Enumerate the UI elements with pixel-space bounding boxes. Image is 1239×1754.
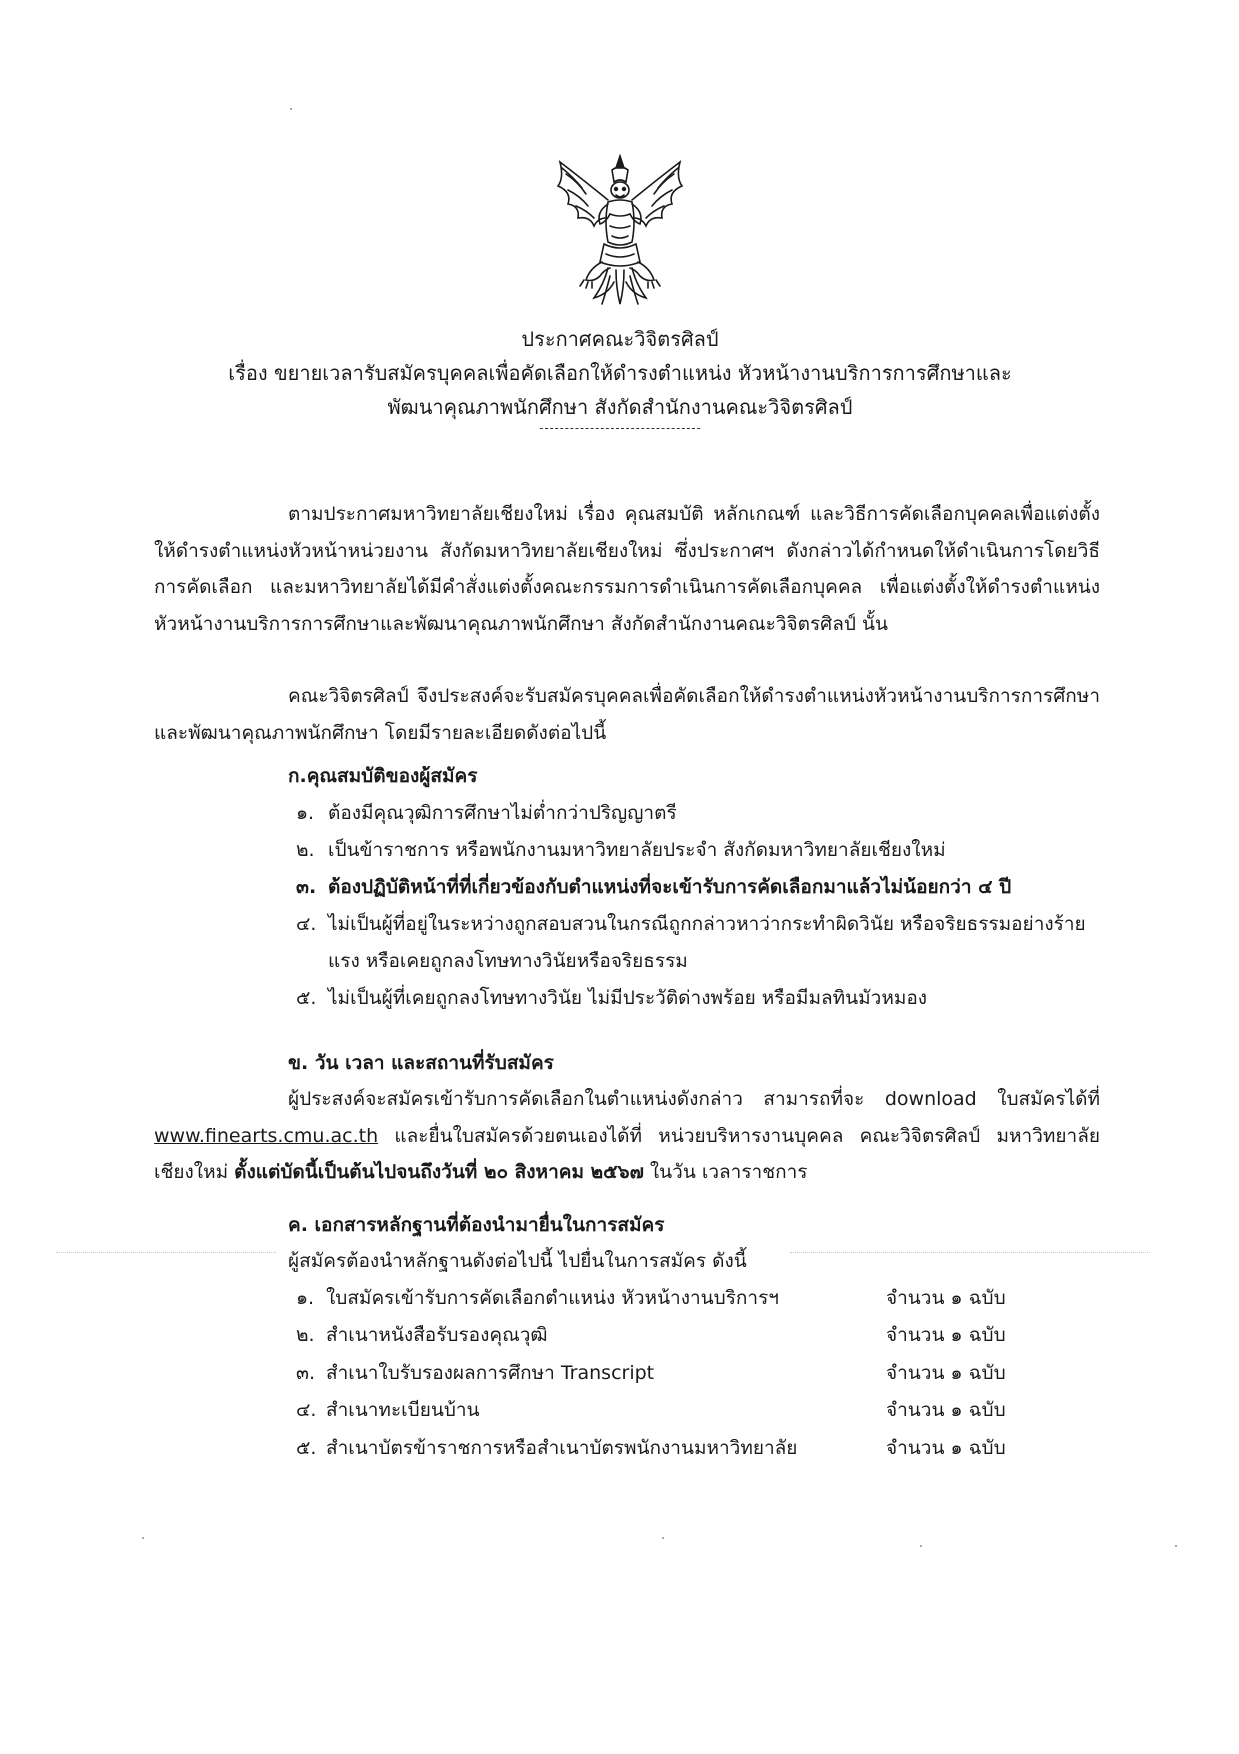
document-name: สำเนาใบรับรองผลการศึกษา Transcript	[326, 1361, 655, 1384]
list-item	[296, 906, 1096, 980]
list-item-text: ไม่เป็นผู้ที่เคยถูกลงโทษทางวินัย ไม่มีประวัติด่างพร้อย หรือมีมลทินมัวหมอง	[328, 987, 928, 1009]
document-quantity: จำนวน ๑ ฉบับ	[886, 1361, 1006, 1384]
application-text: ผู้ประสงค์จะสมัครเข้ารับการคัดเลือกในตำแหน่งดังกล่าว สามารถที่จะ download ใบสมัครได้ที่	[288, 1088, 1100, 1110]
list-item-number: ๔.	[296, 913, 317, 935]
list-item-text: ต้องมีคุณวุฒิการศึกษาไม่ต่ำกว่าปริญญาตรี	[328, 802, 677, 824]
intro-paragraph-2: คณะวิจิตรศิลป์ จึงประสงค์จะรับสมัครบุคคลเพื่อคัดเลือกให้ดำรงตำแหน่งหัวหน้างานบริการการศึกษาและพัฒนาคุณภาพนักศึกษา โดยมีรายละเอียดดังต่อไปนี้	[154, 685, 1100, 744]
title-divider	[540, 428, 700, 429]
finearts-website-link[interactable]: www.finearts.cmu.ac.th	[154, 1124, 379, 1147]
table-row	[296, 1429, 1076, 1467]
document-name: สำเนาทะเบียนบ้าน	[326, 1399, 480, 1422]
document-quantity: จำนวน ๑ ฉบับ	[886, 1324, 1006, 1347]
list-item	[296, 832, 1096, 869]
application-heading: ข. วัน เวลา และสถานที่รับสมัคร	[288, 1052, 554, 1074]
scan-artifact	[56, 1252, 276, 1253]
list-item-text: ไม่เป็นผู้ที่อยู่ในระหว่างถูกสอบสวนในกรณีถูกกล่าวหาว่ากระทำผิดวินัย หรือจริยธรรมอย่างร้ายแรง หรือเคยถูกลงโทษทางวินัยหรือจริยธรรม	[328, 913, 1086, 972]
document-name: ใบสมัครเข้ารับการคัดเลือกตำแหน่ง หัวหน้างานบริการฯ	[326, 1286, 779, 1309]
qualifications-heading: ก.คุณสมบัติของผู้สมัคร	[288, 765, 478, 787]
list-item	[296, 869, 1096, 906]
documents-heading: ค. เอกสารหลักฐานที่ต้องนำมายื่นในการสมัคร	[288, 1214, 665, 1236]
garuda-emblem-icon	[546, 152, 694, 310]
table-row	[296, 1354, 1076, 1392]
intro-paragraph-1: ตามประกาศมหาวิทยาลัยเชียงใหม่ เรื่อง คุณสมบัติ หลักเกณฑ์ และวิธีการคัดเลือกบุคคลเพื่อแต่งตั้งให้ดำรงตำแหน่งหัวหน้าหน่วยงาน สังกัดมหาวิทยาลัยเชียงใหม่ ซึ่งประกาศฯ ดังกล่าวได้กำหนดให้ดำเนินการโดยวิธีการคัดเลือก และมหาวิทยาลัยได้มีคำสั่งแต่งตั้งคณะกรรมการดำเนินการคัดเลือกบุคคล เพื่อแต่งตั้งให้ดำรงตำแหน่งหัวหน้างานบริการการศึกษาและพัฒนาคุณภาพนักศึกษา สังกัดสำนักงานคณะวิจิตรศิลป์ นั้น	[154, 503, 1100, 635]
documents-table	[296, 1279, 1076, 1467]
scan-speck	[290, 108, 292, 110]
scan-speck	[920, 1545, 922, 1547]
table-row	[296, 1317, 1076, 1355]
scan-speck	[142, 1537, 144, 1539]
application-text-end: ในวัน เวลาราชการ	[643, 1161, 808, 1183]
scan-artifact	[790, 1252, 1150, 1253]
document-number: ๒.	[296, 1324, 315, 1347]
list-item	[296, 980, 1096, 1017]
application-text-cont: และยื่นใบสมัครด้วยตนเองได้ที่ หน่วยบริหารงานบุคคล คณะวิจิตรศิลป์ มหาวิทยาลัยเชียงใหม่	[154, 1124, 1100, 1183]
document-quantity: จำนวน ๑ ฉบับ	[886, 1286, 1006, 1309]
document-number: ๑.	[296, 1286, 315, 1309]
document-number: ๔.	[296, 1399, 317, 1422]
qualifications-list	[296, 795, 1096, 1017]
document-number: ๕.	[296, 1436, 317, 1459]
list-item-number: ๒.	[296, 839, 315, 861]
table-row	[296, 1279, 1076, 1317]
documents-intro: ผู้สมัครต้องนำหลักฐานดังต่อไปนี้ ไปยื่นในการสมัคร ดังนี้	[288, 1250, 747, 1272]
document-quantity: จำนวน ๑ ฉบับ	[886, 1436, 1006, 1459]
announcement-title: ประกาศคณะวิจิตรศิลป์	[521, 327, 719, 351]
list-item-text: เป็นข้าราชการ หรือพนักงานมหาวิทยาลัยประจำ สังกัดมหาวิทยาลัยเชียงใหม่	[328, 839, 946, 861]
application-paragraph	[154, 1081, 1100, 1191]
document-name: สำเนาหนังสือรับรองคุณวุฒิ	[326, 1324, 548, 1347]
list-item-number: ๕.	[296, 987, 317, 1009]
document-name: สำเนาบัตรข้าราชการหรือสำเนาบัตรพนักงานมหาวิทยาลัย	[326, 1436, 798, 1459]
announcement-subject-cont: พัฒนาคุณภาพนักศึกษา สังกัดสำนักงานคณะวิจิตรศิลป์	[387, 395, 853, 419]
list-item-number: ๓.	[296, 876, 317, 898]
list-item	[296, 795, 1096, 832]
announcement-subject: เรื่อง ขยายเวลารับสมัครบุคคลเพื่อคัดเลือกให้ดำรงตำแหน่ง หัวหน้างานบริการการศึกษาและ	[228, 361, 1012, 385]
scan-speck	[1175, 1545, 1177, 1547]
document-number: ๓.	[296, 1361, 316, 1384]
scan-speck	[662, 1537, 664, 1539]
list-item-number: ๑.	[296, 802, 315, 824]
application-deadline: ตั้งแต่บัดนี้เป็นต้นไปจนถึงวันที่ ๒๐ สิงหาคม ๒๕๖๗	[234, 1161, 644, 1183]
document-quantity: จำนวน ๑ ฉบับ	[886, 1399, 1006, 1422]
table-row	[296, 1392, 1076, 1430]
list-item-text: ต้องปฏิบัติหน้าที่ที่เกี่ยวข้องกับตำแหน่งที่จะเข้ารับการคัดเลือกมาแล้วไม่น้อยกว่า ๔ ปี	[328, 876, 1012, 898]
